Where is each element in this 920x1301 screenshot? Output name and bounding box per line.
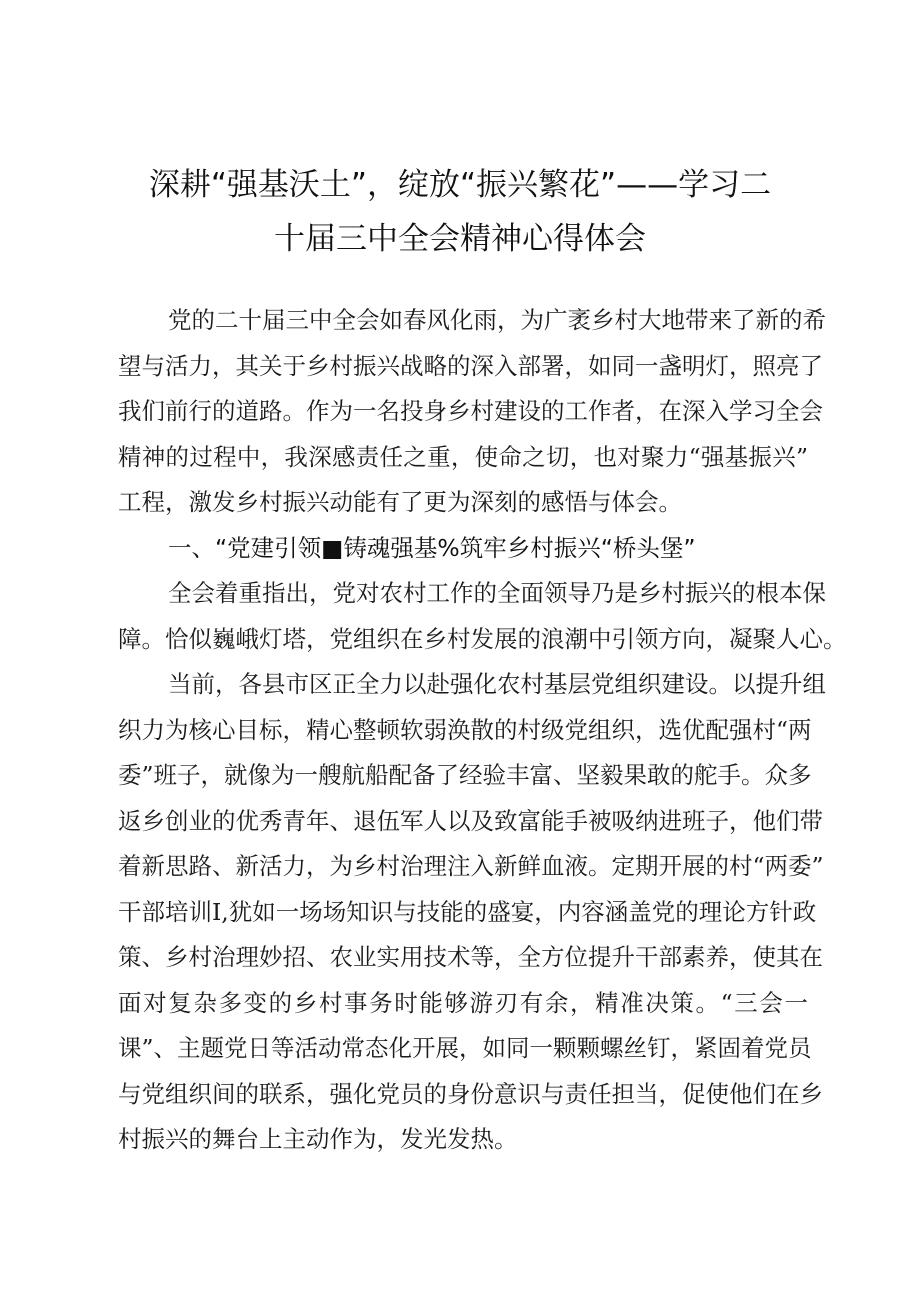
document-body: [118, 298, 847, 1163]
paragraph-line: 与党组织间的联系，强化党员的身份意识与责任担当，促使他们在乡: [118, 1079, 823, 1108]
paragraph-line: 课”、主题党日等活动常态化开展，如同一颗颗螺丝钉，紧固着党员: [118, 1034, 812, 1062]
paragraph-line: 委”班子，就像为一艘航船配备了经验丰富、坚毅果敢的舵手。众多: [118, 761, 812, 789]
section-heading: 一、“党建引领■铸魂强基%筑牢乡村振兴“桥头堡”: [168, 533, 696, 562]
paragraph-line: 当前，各县市区正全力以赴强化农村基层党组织建设。以提升组: [168, 670, 826, 698]
title-line: 十届三中全会精神心得体会: [274, 221, 646, 257]
paragraph-line: 着新思路、新活力，为乡村治理注入新鲜血液。定期开展的村“两委”: [118, 852, 824, 880]
paragraph-line: 党的二十届三中全会如春风化雨，为广袤乡村大地带来了新的希: [168, 306, 826, 334]
paragraph-line: 工程，激发乡村振兴动能有了更为深刻的感悟与体会。: [118, 488, 682, 516]
paragraph-line: 我们前行的道路。作为一名投身乡村建设的工作者，在深入学习全会: [118, 397, 823, 425]
paragraph-line: 障。恰似巍峨灯塔，党组织在乡村发展的浪潮中引领方向，凝聚人心。: [118, 624, 847, 653]
paragraph-line: 望与活力，其关于乡村振兴战略的深入部署，如同一盏明灯，照亮了: [118, 351, 823, 380]
paragraph-line: 返乡创业的优秀青年、退伍军人以及致富能手被吸纳进班子，他们带: [118, 806, 823, 835]
paragraph-line: 精神的过程中，我深感责任之重，使命之切，也对聚力“强基振兴”: [118, 442, 808, 471]
paragraph-line: 村振兴的舞台上主动作为，发光发热。: [118, 1125, 518, 1153]
paragraph-line: 干部培训I,犹如一场场知识与技能的盛宴，内容涵盖党的理论方针政: [118, 897, 817, 926]
paragraph-line: 全会着重指出，党对农村工作的全面领导乃是乡村振兴的根本保: [168, 579, 826, 607]
paragraph-line: 策、乡村治理妙招、农业实用技术等，全方位提升干部素养，使其在: [118, 943, 823, 971]
document-title: [100, 158, 820, 266]
paragraph-line: 织力为核心目标，精心整顿软弱涣散的村级党组织，选优配强村“两: [118, 715, 812, 744]
paragraph-line: 面对复杂多变的乡村事务时能够游刃有余，精准决策。“三会一: [118, 988, 808, 1017]
title-line: 深耕“强基沃土”，绽放“振兴繁花”——学习二: [148, 167, 772, 203]
